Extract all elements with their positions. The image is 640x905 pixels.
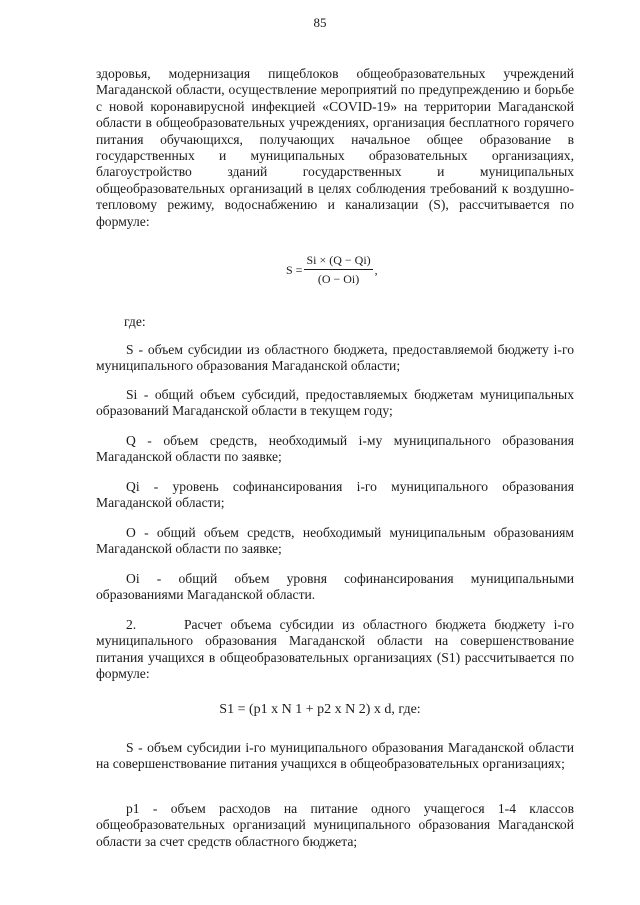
- section-number: 2.: [126, 617, 137, 632]
- definition-item: S - объем субсидии из областного бюджета, предоставляемой бюджету i-го муниципального образования Магаданской области;: [96, 342, 574, 374]
- definition-item: S - объем субсидии i-го муниципального образования Магаданской области на совершенствование питания учащихся в общеобразовательных организациях;: [96, 740, 574, 772]
- where-label: где:: [124, 314, 146, 329]
- formula-denominator: (O − Oi): [317, 272, 360, 287]
- section-text: Расчет объема субсидии из областного бюджета бюджету i-го муниципального образования Магаданской области на совершенствование питания учащихся в общеобразовательных организациях (S1) рассчитывается по формуле:: [96, 617, 574, 682]
- page-number: 85: [313, 15, 327, 30]
- definition-item: Q - объем средств, необходимый i-му муниципального образования Магаданской области по заявке;: [96, 433, 574, 465]
- formula-trailing: ,: [374, 262, 378, 277]
- intro-paragraph: здоровья, модернизация пищеблоков общеобразовательных учреждений Магаданской области, осуществление мероприятий по предупреждению и борьбе с новой коронавирусной инфекцией «COVID-19» на территории Магаданской области в общеобразовательных учреждениях, организация бесплатного горячего питания обучающихся, получающих начальное общее образование в государственных и муниципальных образовательных организациях, благоустройство зданий государственных и муниципальных общеобразовательных организаций в целях соблюдения требований к воздушно-тепловому режиму, водоснабжению и канализации (S), рассчитывается по формуле:: [96, 66, 574, 229]
- formula-numerator: Si × (Q − Qi): [304, 252, 372, 270]
- formula-fraction: [304, 252, 372, 288]
- definition-item: Qi - уровень софинансирования i-го муниципального образования Магаданской области;: [96, 479, 574, 511]
- definition-item: Oi - общий объем уровня софинансирования муниципальными образованиями Магаданской области.: [96, 571, 574, 603]
- definition-item: p1 - объем расходов на питание одного учащегося 1-4 классов общеобразовательных организаций муниципального образования Магаданской области за счет средств областного бюджета;: [96, 801, 574, 849]
- formula-lhs: S =: [286, 262, 303, 277]
- definition-item: O - общий объем средств, необходимый муниципальным образованиям Магаданской области по заявке;: [96, 525, 574, 557]
- formula-s1: S1 = (p1 x N 1 + p2 x N 2) x d, где:: [219, 702, 421, 717]
- definition-item: Si - общий объем субсидий, предоставляемых бюджетам муниципальных образований Магаданской области в текущем году;: [96, 387, 574, 419]
- section-2-paragraph: [96, 617, 574, 683]
- formula-subsidy: [286, 252, 378, 288]
